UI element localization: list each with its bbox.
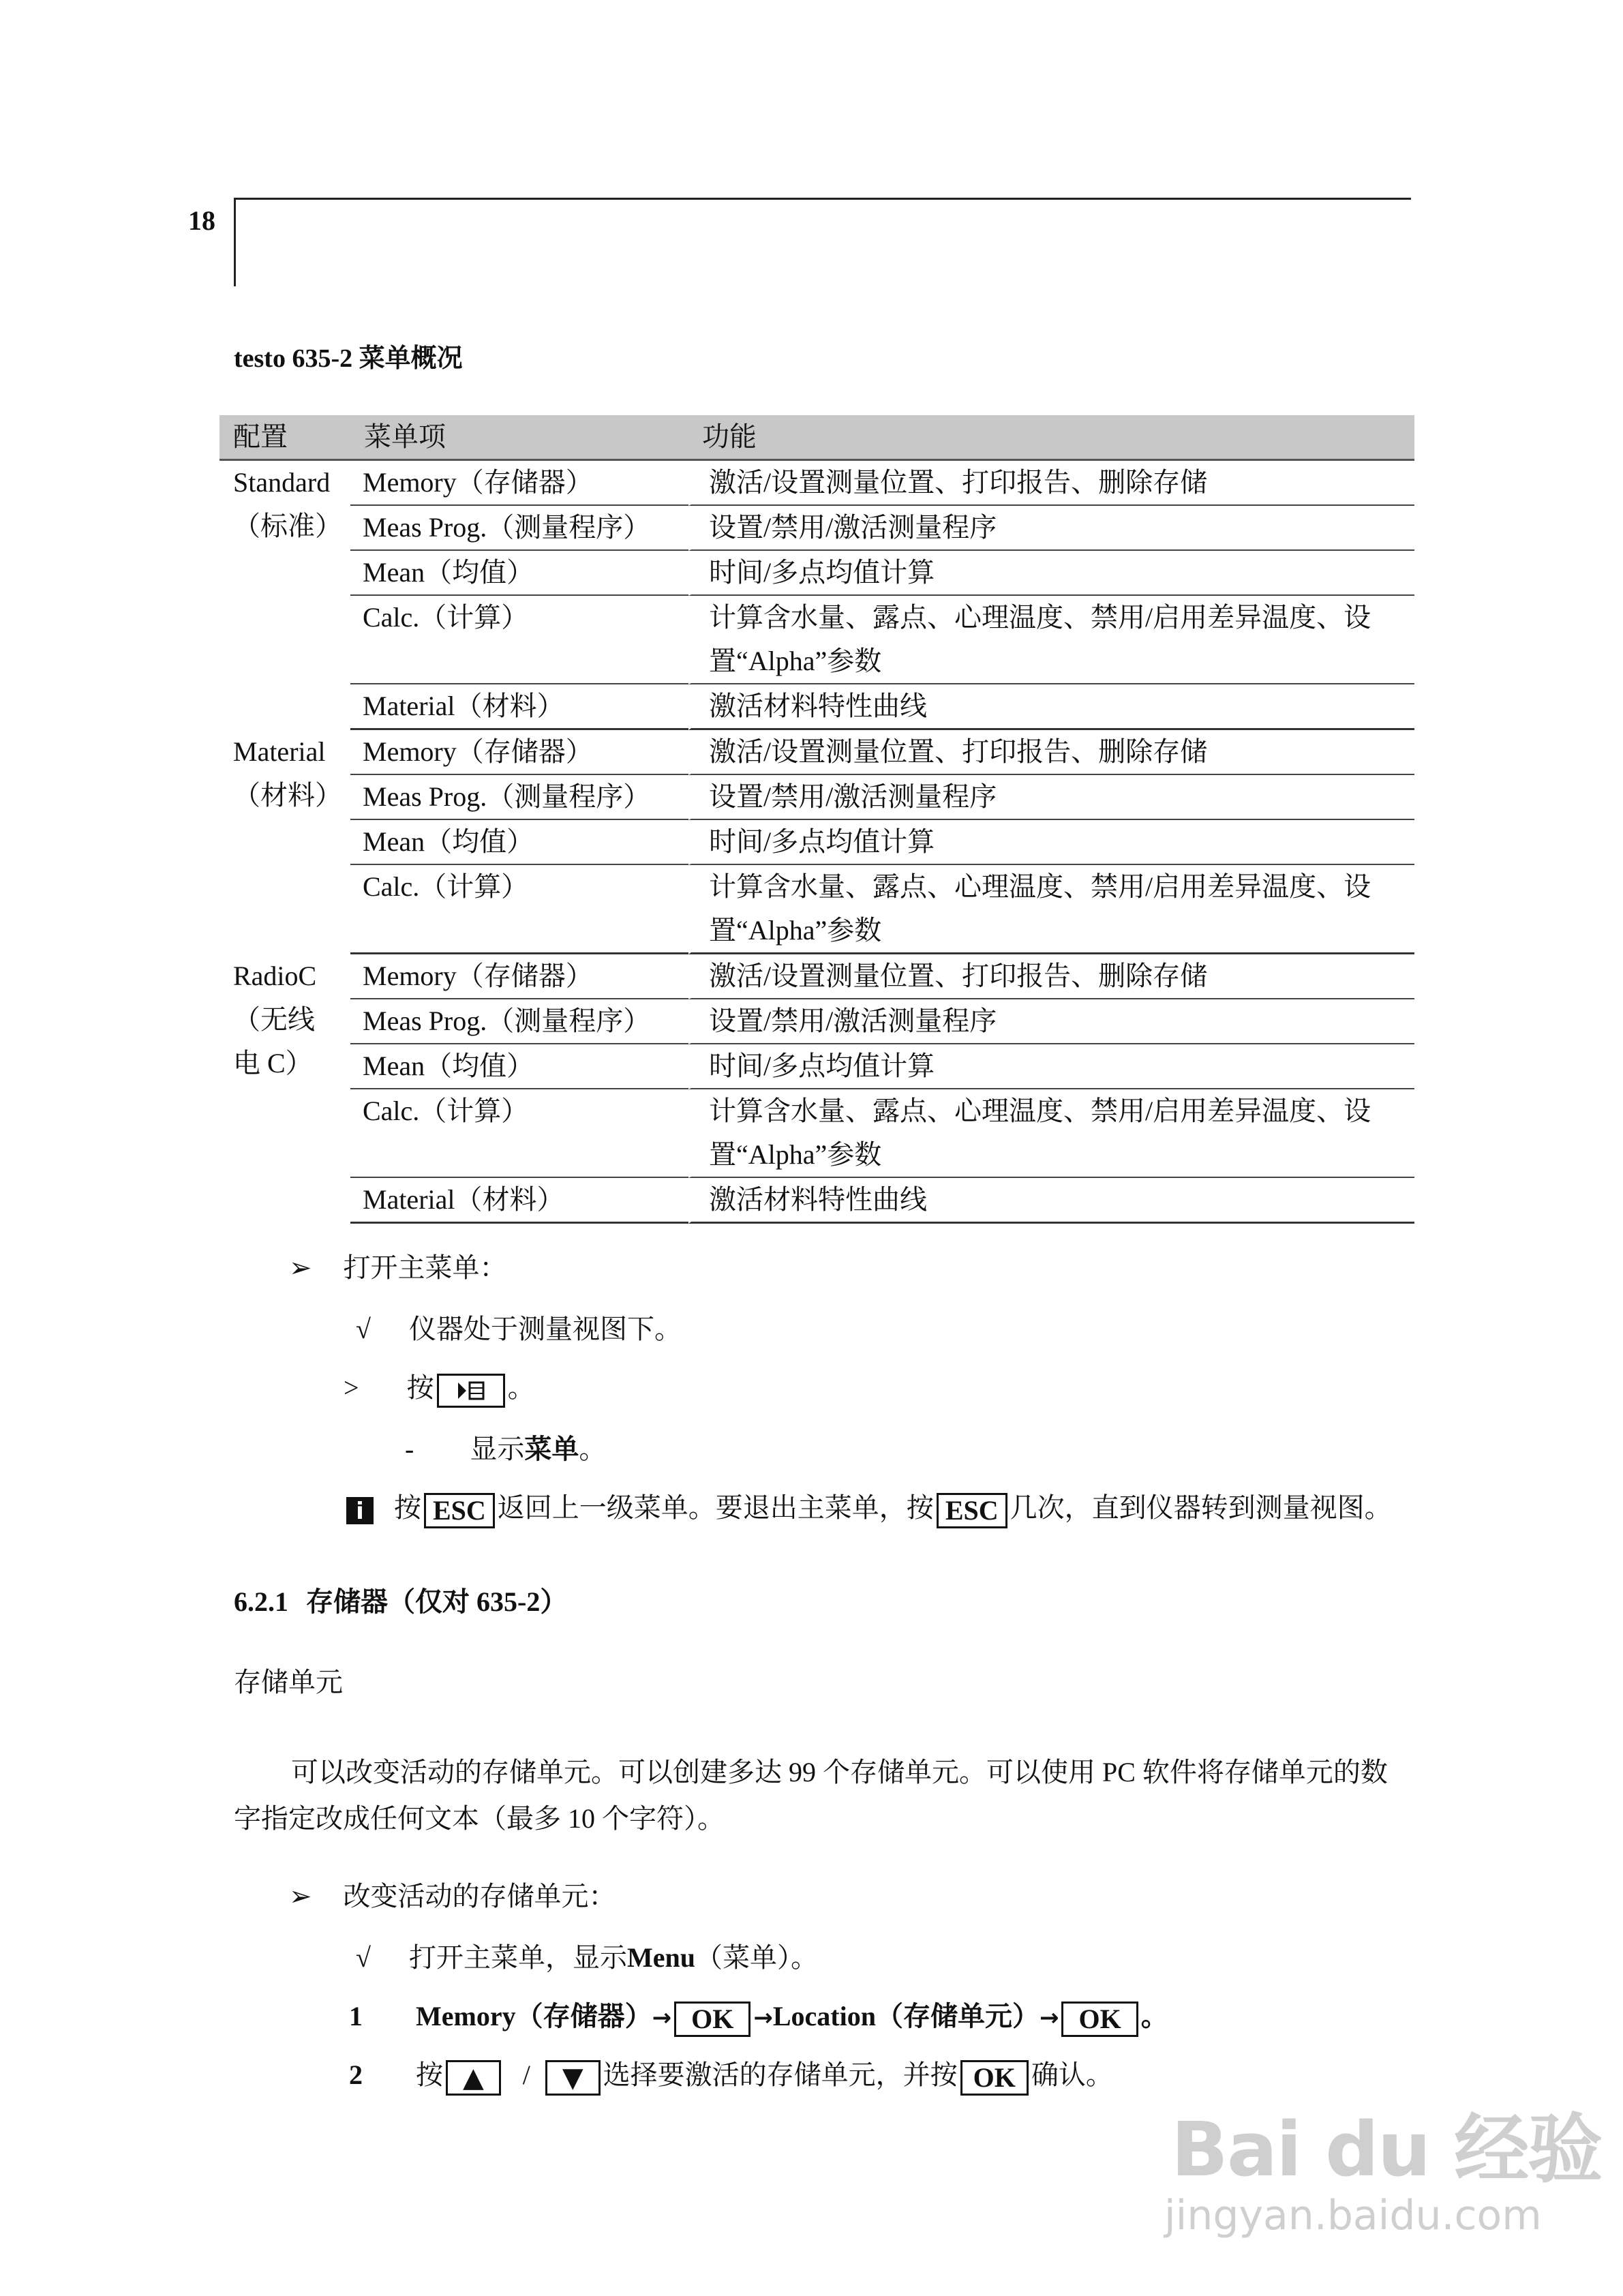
down-key: ▼ [545,2060,601,2096]
function-text: 激活/设置测量位置、打印报告、删除存储 [709,467,1208,498]
function-cell [688,506,1414,551]
menu-item-cell: Memory（存储器） [350,730,688,775]
change-unit-precondition: √ 打开主菜单，显示Menu（菜单）。 [356,1942,818,1973]
function-cell [688,1044,1414,1089]
config-label: 电 C） [233,1048,313,1078]
result-marker: - [405,1434,414,1464]
menu-item-cell: Material（材料） [350,684,688,730]
config-label: RadioC [233,961,317,991]
function-text: 时间/多点均值计算 [709,826,935,857]
menu-item-cell: Meas Prog.（测量程序） [350,999,688,1044]
menu-item-cell: Meas Prog.（测量程序） [350,506,688,551]
header-function: 功能 [688,415,1414,461]
function-cell [688,461,1414,506]
function-text: 置“Alpha”参数 [709,915,882,946]
section-paragraph: 可以改变活动的存储单元。可以创建多达 99 个存储单元。可以使用 PC 软件将存储单元的数字指定改成任何文本（最多 10 个字符）。 [234,1757,1388,1834]
function-text: 计算含水量、露点、心理温度、禁用/启用差异温度、设 [709,871,1371,902]
config-cell [219,730,350,954]
menu-item-cell: Meas Prog.（测量程序） [350,775,688,820]
menu-item-cell: Mean（均值） [350,1044,688,1089]
config-cell [219,954,350,1224]
function-text: 设置/禁用/激活测量程序 [709,1006,997,1036]
function-text: 激活材料特性曲线 [709,1184,927,1215]
table-row [219,775,1414,820]
step-2: 2 按 ▲ / ▼ 选择要激活的存储单元，并按 OK 确认。 [349,2056,1113,2096]
config-label: （无线 [233,1004,315,1035]
function-text: 计算含水量、露点、心理温度、禁用/启用差异温度、设 [709,602,1371,633]
function-text: 设置/禁用/激活测量程序 [709,512,997,543]
header-config: 配置 [219,415,350,461]
function-text: 置“Alpha”参数 [709,1139,882,1170]
table-header-row [219,415,1414,461]
function-text: 激活/设置测量位置、打印报告、删除存储 [709,736,1208,767]
table-row [219,461,1414,506]
up-key: ▲ [446,2060,501,2096]
function-text: 时间/多点均值计算 [709,1051,935,1081]
function-text: 计算含水量、露点、心理温度、禁用/启用差异温度、设 [709,1096,1371,1126]
table-row [219,1178,1414,1224]
esc-key: ESC [424,1493,495,1528]
ok-key: OK [1061,2002,1138,2037]
subheading: 存储单元 [234,1667,343,1697]
table-row [219,551,1414,596]
step-number: 2 [349,2059,363,2090]
menu-item-cell: Calc.（计算） [350,865,688,954]
section-heading: 6.2.1 存储器（仅对 635-2） [234,1586,568,1617]
open-menu-precondition: √ 仪器处于测量视图下。 [356,1314,682,1344]
config-label: Material [233,736,326,767]
table-row [219,865,1414,954]
menu-overview-table [219,415,1414,1224]
page-number: 18 [188,205,215,236]
step-marker: > [344,1372,359,1403]
function-cell [688,684,1414,730]
config-cell [219,461,350,730]
function-cell [688,1089,1414,1178]
function-text: 激活材料特性曲线 [709,691,927,721]
table-row [219,506,1414,551]
function-text: 激活/设置测量位置、打印报告、删除存储 [709,961,1208,991]
function-cell [688,596,1414,684]
bullet-arrow: ➢ [289,1881,312,1912]
menu-item-cell: Calc.（计算） [350,1089,688,1178]
watermark-logo: Bai du 经验 [1171,2106,1602,2193]
info-note: i 按 ESC 返回上一级菜单。要退出主菜单，按 ESC 几次，直到仪器转到测量视图。 [346,1489,1392,1528]
step-1: 1 Memory（存储器）→ OK →Location（存储单元）→ OK 。 [349,1997,1168,2037]
menu-key-icon [437,1374,505,1408]
open-menu-heading: ➢ 打开主菜单： [289,1252,507,1283]
check-mark: √ [356,1314,371,1344]
function-cell [688,999,1414,1044]
table-title: testo 635-2 菜单概况 [234,344,463,373]
function-text: 时间/多点均值计算 [709,557,935,588]
menu-item-cell: Calc.（计算） [350,596,688,684]
table-row [219,1044,1414,1089]
ok-key: OK [960,2060,1029,2096]
function-text: 设置/禁用/激活测量程序 [709,781,997,812]
function-cell [688,865,1414,954]
function-cell [688,954,1414,999]
header-rule [234,198,1411,200]
menu-item-cell: Memory（存储器） [350,461,688,506]
watermark-url: jingyan.baidu.com [1164,2192,1542,2239]
function-text: 置“Alpha”参数 [709,646,882,676]
info-icon: i [346,1497,374,1524]
check-mark: √ [356,1942,371,1973]
menu-item-cell: Memory（存储器） [350,954,688,999]
config-label: （标准） [233,511,342,541]
change-unit-heading: ➢ 改变活动的存储单元： [289,1881,616,1912]
table-row [219,999,1414,1044]
menu-item-cell: Mean（均值） [350,820,688,865]
table-row [219,954,1414,999]
config-label: （材料） [233,780,342,811]
function-cell [688,820,1414,865]
function-cell [688,551,1414,596]
menu-item-cell: Mean（均值） [350,551,688,596]
config-label: Standard [233,467,331,498]
open-menu-result: - 显示菜单。 [405,1434,607,1464]
step-number: 1 [349,2001,363,2031]
function-cell [688,775,1414,820]
function-cell [688,730,1414,775]
bullet-arrow: ➢ [289,1252,312,1283]
ok-key: OK [674,2002,750,2037]
menu-item-cell: Material（材料） [350,1178,688,1224]
function-cell [688,1178,1414,1224]
table-row [219,684,1414,730]
open-menu-step: > 按 。 [344,1369,535,1408]
header-menu-item: 菜单项 [350,415,688,461]
esc-key: ESC [937,1493,1007,1528]
table-row [219,820,1414,865]
table-row [219,1089,1414,1178]
table-row [219,730,1414,775]
table-row [219,596,1414,684]
header-vertical-rule [234,198,236,286]
